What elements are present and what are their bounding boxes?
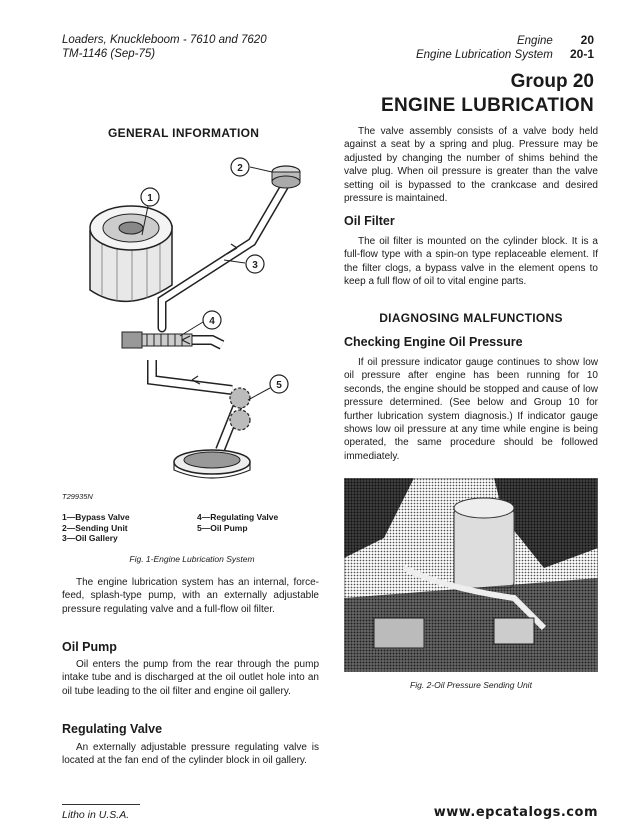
watermark-url[interactable]: www.epcatalogs.com (433, 805, 598, 820)
intro-text: The engine lubrication system has an internal, force-feed, splash-type pump, with an externally adjustable pressure regulating valve and a full-flow oil filter. (62, 577, 319, 615)
callout-4-label: 4 (209, 316, 215, 327)
legend-item: 3—Oil Gallery (62, 533, 118, 543)
figure-1-caption: Fig. 1-Engine Lubrication System (129, 554, 255, 564)
page-title: ENGINE LUBRICATION (381, 95, 594, 116)
valve-assembly-paragraph (344, 125, 598, 205)
callout-2-label: 2 (237, 163, 243, 174)
header-right-line1 (517, 33, 594, 48)
legend-left (62, 512, 130, 544)
legend-item: 2—Sending Unit (62, 522, 128, 533)
legend-item: 4—Regulating Valve (197, 512, 279, 522)
general-information-heading: GENERAL INFORMATION (108, 126, 260, 140)
footer-litho: Litho in U.S.A. (62, 809, 130, 821)
header-section-label: Engine (516, 35, 553, 47)
diagnosing-malfunctions-heading: DIAGNOSING MALFUNCTIONS (379, 311, 563, 325)
regulating-valve-paragraph (62, 741, 319, 768)
figure-2-caption: Fig. 2-Oil Pressure Sending Unit (410, 680, 532, 690)
legend-item: 1—Bypass Valve (62, 512, 130, 522)
callout-1-label: 1 (147, 193, 153, 204)
checking-oil-pressure-paragraph (344, 356, 598, 463)
sending-unit (272, 166, 300, 188)
legend-item: 5—Oil Pump (197, 522, 248, 533)
oil-pressure-sending-unit-photo (344, 478, 598, 672)
oil-filter (90, 206, 172, 302)
oil-filter-heading: Oil Filter (344, 214, 395, 228)
oil-filter-paragraph (344, 235, 598, 289)
header-page-number: 20-1 (569, 47, 594, 61)
oil-filter-text: The oil filter is mounted on the cylinder block. It is a full-flow type with a spin-on type replaceable element. If the filter clogs, a bypass valve in the element opens to keep a full flow of oil to vital engine parts. (344, 236, 598, 288)
regulating-valve-heading: Regulating Valve (62, 722, 163, 736)
group-title: Group 20 (510, 71, 594, 92)
callout-5-label: 5 (276, 380, 282, 391)
figure-code: T29935N (62, 492, 93, 501)
callout-3-label: 3 (252, 260, 258, 271)
oil-pickup-screen (174, 450, 250, 478)
oil-pump-heading: Oil Pump (62, 640, 117, 654)
header-section-number: 20 (580, 33, 594, 47)
header-right-line2 (416, 47, 594, 62)
valve-assembly-text: The valve assembly consists of a valve body held against a seat by a spring and plug. Pressure may be adjusted by changing the number of shims behind the valve plug. When oil pressure is greater than the valve setting oil is bypassed to the crankcase and desired pressure is maintained. (344, 126, 598, 205)
regulating-valve (122, 332, 192, 348)
legend-right (197, 512, 278, 533)
oil-pump-paragraph (62, 658, 319, 698)
footer-rule (62, 804, 140, 805)
checking-oil-pressure-heading: Checking Engine Oil Pressure (344, 335, 523, 349)
checking-oil-pressure-text: If oil pressure indicator gauge continues to show low oil pressure after engine has been running for 10 seconds, the engine should be stopped and cause of low pressure determined. (See below and Group 10 for further lubrication system diagnosis.) If indicator gauge shows low oil pressure at any time while engine is being operated, the same procedure should be followed immediately. (344, 357, 598, 462)
oil-pump-text: Oil enters the pump from the rear through the pump intake tube and is discharged at the oil outlet hole into an oil tube leading to the oil filter and engine oil gallery. (62, 659, 319, 697)
regulating-valve-text: An externally adjustable pressure regulating valve is located at the fan end of the cylinder block in oil gallery. (62, 742, 319, 767)
header-left-line2: TM-1146 (Sep-75) (62, 48, 156, 60)
engine-lubrication-diagram (62, 150, 324, 495)
header-subsection-label: Engine Lubrication System (415, 49, 553, 61)
header-left-line1: Loaders, Knuckleboom - 7610 and 7620 (62, 34, 267, 46)
intro-paragraph (62, 576, 319, 616)
